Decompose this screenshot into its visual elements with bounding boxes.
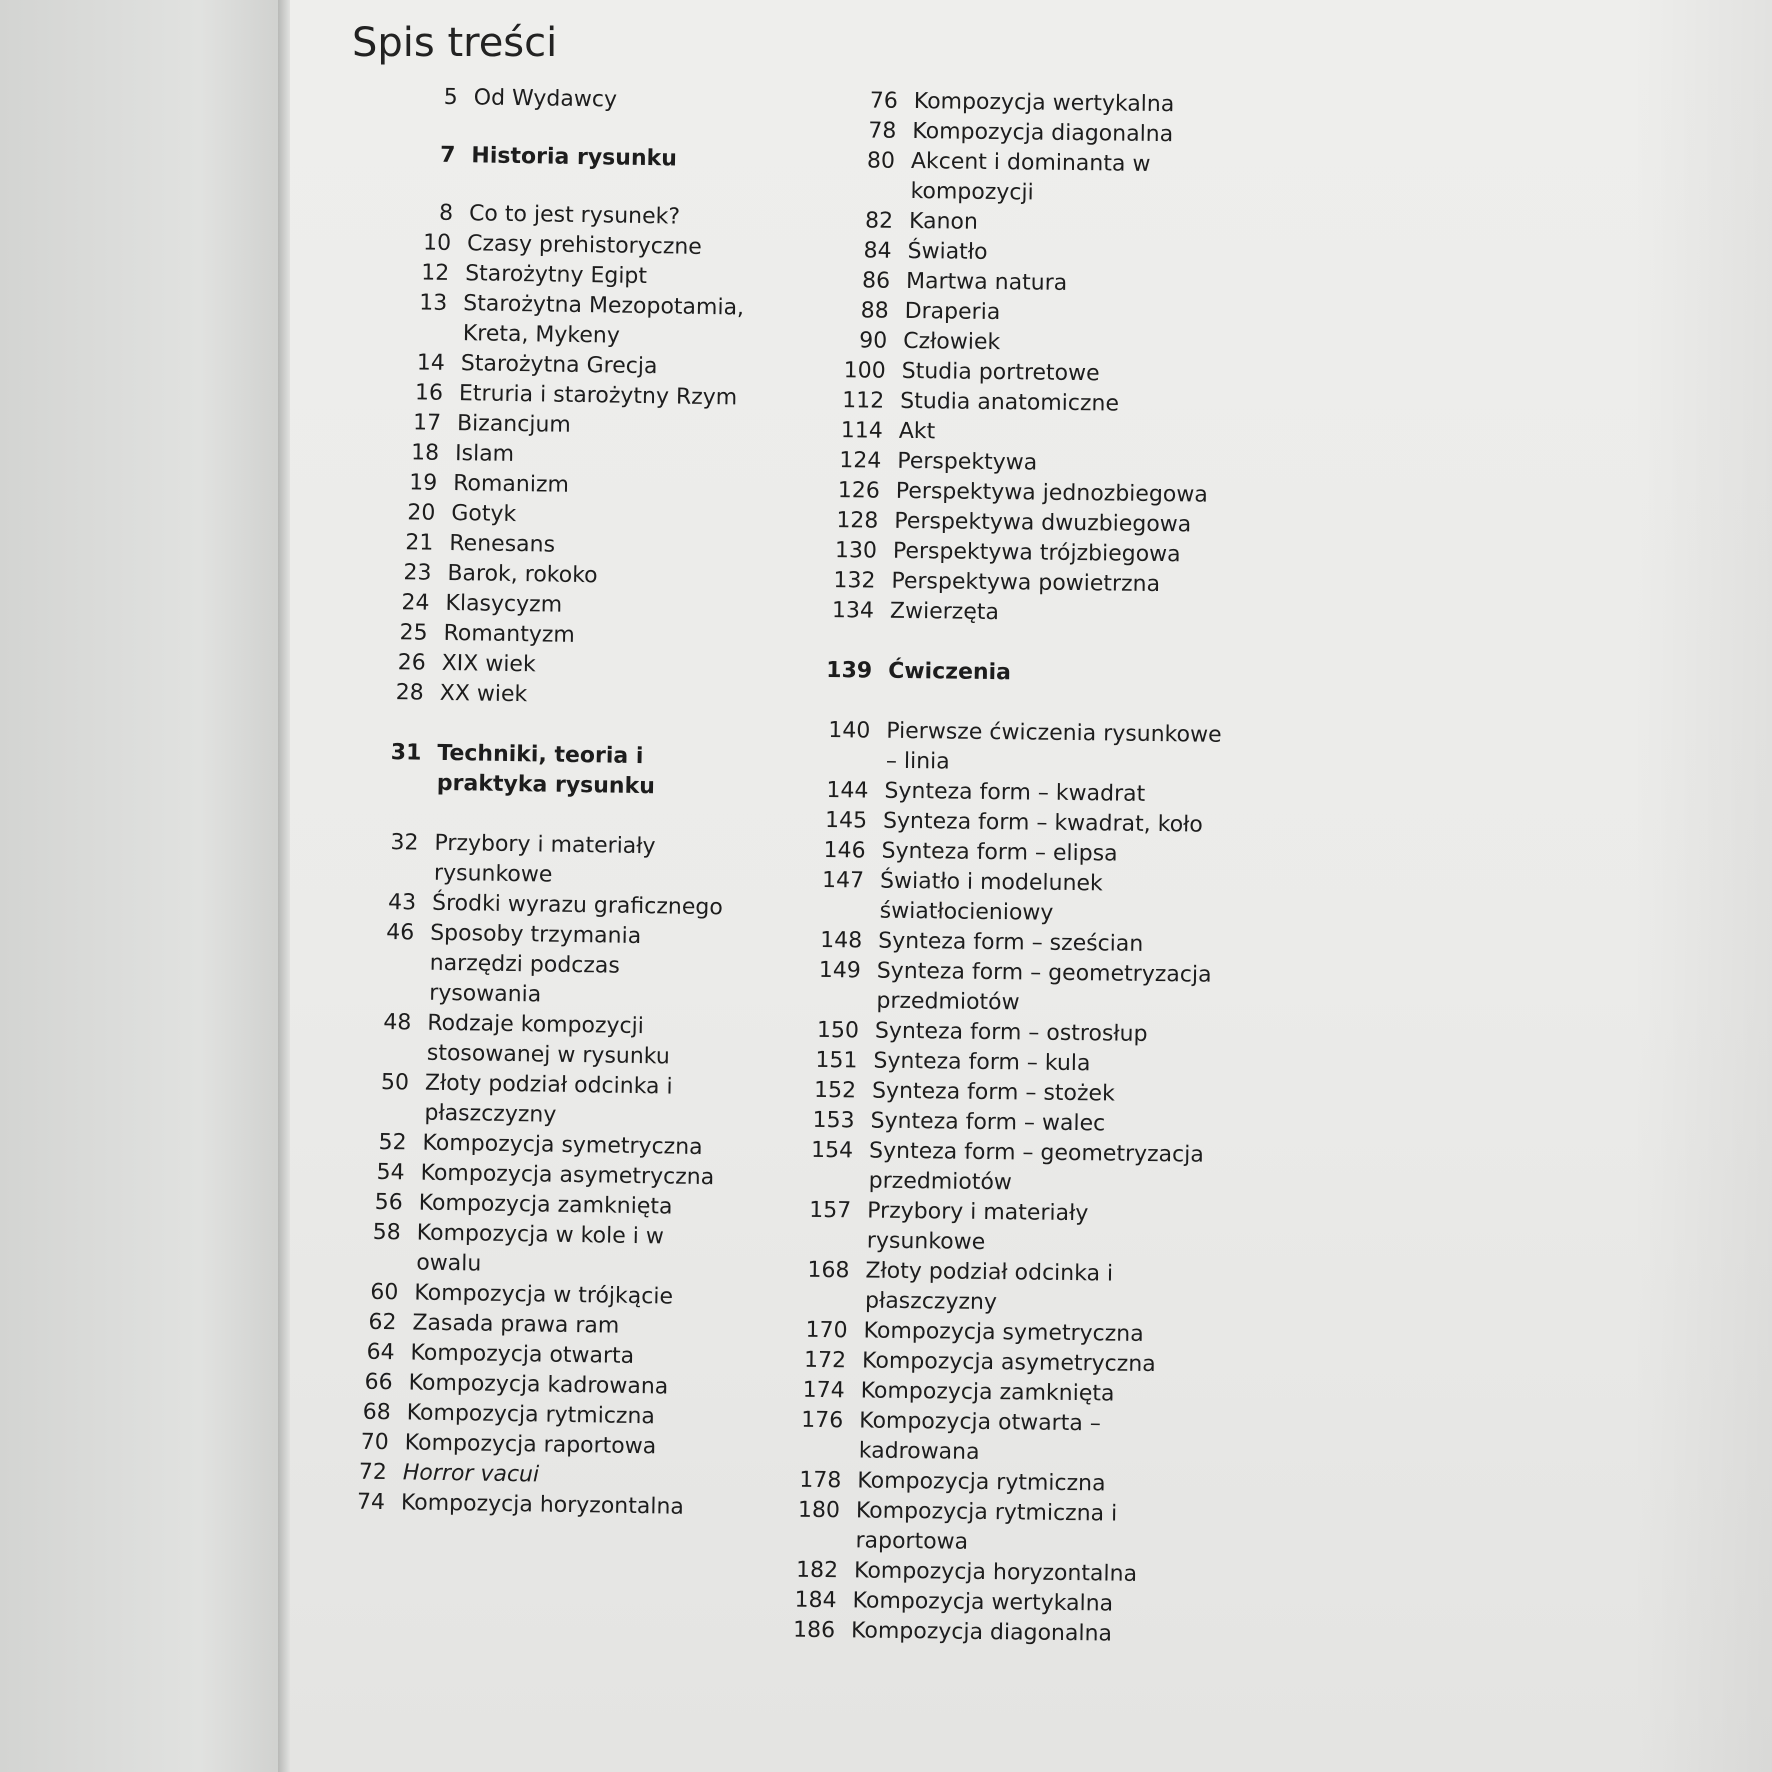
toc-entry-title: Kompozycja zamknięta [418, 1190, 673, 1220]
toc-entry [783, 1196, 1284, 1262]
toc-entry-title: Synteza form – sześcian [878, 928, 1144, 957]
toc-entry-title: Kompozycja zamknięta [860, 1378, 1115, 1407]
toc-page-number: 84 [863, 238, 892, 264]
toc-page-number: 186 [792, 1617, 836, 1644]
toc-entry-title: Człowiek [903, 328, 1001, 356]
toc-entry-title: Studia portretowe [901, 358, 1100, 387]
page-shadow [1632, 0, 1772, 1772]
toc-entry-title: Synteza form – kula [873, 1048, 1091, 1077]
toc-page-number: 62 [368, 1309, 397, 1336]
toc-entry-title: Kompozycja otwarta [410, 1340, 635, 1369]
toc-entry-title: Historia rysunku [471, 143, 678, 172]
toc-entry [796, 866, 1297, 932]
toc-page-number: 80 [866, 148, 896, 174]
toc-entry-title: Romantyzm [443, 620, 576, 648]
toc-page-number: 170 [805, 1317, 848, 1344]
toc-entry-title: Kanon [908, 208, 979, 235]
toc-entry-title: Horror vacui [402, 1460, 540, 1488]
toc-page-number: 70 [360, 1429, 389, 1456]
toc-entry-title: Synteza form – elipsa [881, 838, 1118, 867]
toc-entry-title: Kompozycja w trójkącie [414, 1280, 674, 1310]
toc-entry-title: Kompozycja otwarta – kadrowana [858, 1408, 1101, 1465]
toc-column-left [356, 82, 810, 1524]
toc-page-number: 10 [422, 230, 452, 256]
toc-entry-title: Draperia [904, 298, 1001, 326]
toc-entry-title: Kompozycja asymetryczna [420, 1160, 715, 1191]
left-page [0, 0, 285, 1772]
toc-entry-title: Przybory i materiały rysunkowe [433, 830, 656, 888]
toc-entry-title: Pierwsze ćwiczenia rysunkowe – linia [885, 718, 1222, 775]
toc-page-number: 147 [821, 867, 865, 894]
toc-page-number: 154 [810, 1137, 854, 1164]
toc-entry-title: Akcent i dominanta w kompozycji [910, 148, 1151, 206]
toc-entry-title: Synteza form – ostrosłup [874, 1018, 1148, 1047]
toc-entry-title: Bizancjum [456, 411, 571, 438]
toc-page-number: 86 [861, 268, 891, 294]
toc-entry [390, 82, 810, 119]
toc-page-number: 112 [842, 388, 885, 414]
toc-page-number: 146 [823, 837, 866, 864]
toc-page-number: 58 [372, 1219, 401, 1246]
toc-entry-title: Kompozycja raportowa [404, 1430, 657, 1460]
toc-page-number: 174 [802, 1377, 845, 1404]
toc-page-number: 178 [799, 1467, 842, 1494]
toc-page-number: 180 [797, 1497, 841, 1524]
toc-page-number: 68 [362, 1399, 391, 1426]
toc-entry-title: Przybory i materiały rysunkowe [866, 1198, 1089, 1255]
toc-entry [379, 288, 800, 355]
toc-page-number: 14 [416, 350, 446, 376]
toc-entry-title: Kompozycja kadrowana [408, 1370, 669, 1400]
toc-page-number: 128 [836, 508, 879, 534]
toc-entry-title: Kompozycja diagonalna [850, 1618, 1113, 1647]
toc-page-number: 148 [820, 927, 863, 954]
toc-entry-title: Kompozycja rytmiczna i raportowa [855, 1498, 1118, 1555]
toc-page-number: 19 [409, 470, 438, 496]
toc-entry-title: Kompozycja symetryczna [863, 1318, 1144, 1347]
toc-page-number: 72 [358, 1459, 388, 1486]
page-title: Spis treści [352, 20, 558, 66]
toc-entry-title: Kompozycja wertykalna [913, 89, 1175, 118]
toc-page-number: 64 [366, 1339, 395, 1366]
toc-entry-title: Ćwiczenia [888, 658, 1012, 686]
toc-page-number: 12 [421, 260, 450, 286]
toc-entry-title: Starożytny Egipt [465, 261, 648, 290]
toc-entry-title: Martwa natura [905, 268, 1068, 296]
toc-entry [826, 146, 1327, 212]
toc-entry-title: XIX wiek [441, 650, 536, 678]
toc-page-number: 151 [815, 1047, 858, 1074]
toc-page-number: 16 [414, 380, 444, 406]
toc-page-number: 82 [864, 208, 894, 234]
toc-page-number: 56 [374, 1189, 403, 1216]
toc-entry-title: XX wiek [439, 680, 528, 708]
toc-page-number: 60 [370, 1279, 399, 1306]
toc-page-number: 32 [390, 830, 419, 856]
toc-page-number: 52 [378, 1129, 407, 1156]
toc-entry-title: Od Wydawcy [473, 85, 618, 113]
toc-entry [771, 1495, 1272, 1561]
toc-entry [767, 1615, 1267, 1651]
toc-page-number: 140 [828, 718, 871, 744]
toc-entry-title: Synteza form – kwadrat [884, 778, 1146, 807]
toc-entry-title: Romanizm [453, 471, 570, 498]
toc-entry-title: Techniki, teoria i praktyka rysunku [436, 740, 656, 800]
toc-entry-title: Renesans [449, 530, 556, 558]
toc-entry-title: Synteza form – geometryzacja przedmiotów [868, 1138, 1204, 1196]
toc-entry-title: Czasy prehistoryczne [466, 231, 703, 260]
toc-page-number: 25 [399, 620, 428, 646]
toc-page-number: 126 [837, 478, 881, 504]
toc-entry-title: Perspektywa jednozbiegowa [895, 478, 1208, 508]
toc-entry-title: Kompozycja wertykalna [852, 1588, 1114, 1617]
toc-page-number: 168 [807, 1257, 850, 1284]
toc-page-number: 18 [410, 440, 440, 466]
toc-page-number: 23 [403, 560, 432, 586]
toc-page-number: 100 [843, 358, 886, 384]
toc-page-number: 43 [387, 890, 417, 916]
toc-page-number: 74 [356, 1489, 386, 1516]
toc-page-number: 149 [818, 957, 861, 984]
toc-page-number: 20 [407, 500, 436, 526]
toc-entry [340, 1067, 761, 1134]
toc-page-number: 78 [868, 118, 897, 144]
toc-entry [353, 738, 774, 805]
toc-entry [317, 1487, 737, 1524]
toc-entry-title: Perspektywa dwuzbiegowa [894, 508, 1192, 538]
toc-entry-title: Rodzaje kompozycji stosowanej w rysunku [426, 1010, 670, 1070]
toc-page-number: 5 [443, 84, 458, 111]
toc-entry-title: Akt [898, 418, 936, 445]
toc-entry-title: Perspektywa powietrzna [891, 568, 1161, 598]
toc-entry-title: Kompozycja horyzontalna [853, 1558, 1138, 1587]
toc-entry [781, 1255, 1282, 1321]
toc-page-number: 145 [824, 807, 868, 834]
toc-page-number: 176 [801, 1407, 844, 1434]
toc-entry-title: Studia anatomiczne [900, 388, 1120, 417]
toc-entry [806, 596, 1306, 632]
toc-page-number: 139 [826, 657, 873, 684]
toc-page-number: 66 [364, 1369, 393, 1396]
toc-page-number: 152 [813, 1077, 857, 1104]
toc-entry-title: Kompozycja rytmiczna [406, 1400, 656, 1430]
toc-page [290, 0, 1772, 1772]
toc-entry-title: Sposoby trzymania narzędzi podczas rysowania [429, 920, 642, 1008]
toc-entry-title: Starożytna Grecja [460, 351, 658, 380]
toc-page-number: 8 [438, 200, 454, 227]
toc-entry-title: Kompozycja asymetryczna [861, 1348, 1156, 1378]
toc-entry-title: Światło i modelunek światłocieniowy [879, 868, 1103, 926]
toc-entry-title: Barok, rokoko [447, 560, 598, 589]
toc-page-number: 90 [859, 328, 888, 354]
toc-entry-title: Kompozycja w kole i w owalu [416, 1220, 664, 1277]
toc-page-number: 54 [376, 1159, 405, 1186]
toc-entry-title: Co to jest rysunek? [468, 201, 681, 230]
toc-entry [802, 716, 1303, 782]
toc-page-number: 13 [419, 290, 448, 316]
toc-entry [356, 678, 776, 715]
toc-entry-title: Światło [907, 238, 988, 265]
toc-page-number: 130 [834, 538, 878, 564]
toc-page-number: 124 [839, 448, 882, 474]
toc-entry-title: Złoty podział odcinka i płaszczyzny [424, 1070, 673, 1128]
toc-entry [804, 656, 1304, 692]
toc-entry-title: Kompozycja symetryczna [422, 1130, 703, 1161]
toc-entry [775, 1405, 1276, 1471]
toc-entry-title: Etruria i starożytny Rzym [458, 381, 738, 411]
toc-entry [387, 140, 807, 177]
toc-entry [350, 827, 771, 894]
toc-page-number: 144 [826, 778, 869, 804]
toc-page-number: 157 [809, 1197, 852, 1224]
toc-entry-title: Kompozycja horyzontalna [400, 1490, 685, 1520]
toc-page-number: 150 [816, 1017, 860, 1044]
toc-page-number: 31 [390, 740, 422, 766]
toc-page-number: 114 [840, 418, 883, 444]
toc-entry-title: Zasada prawa ram [412, 1310, 620, 1339]
toc-page-number: 48 [383, 1010, 412, 1036]
toc-page-number: 76 [869, 88, 898, 114]
toc-page-number: 88 [860, 298, 889, 324]
toc-entry-title: Zwierzęta [889, 598, 1000, 626]
toc-page-number: 184 [794, 1587, 837, 1614]
toc-entry [343, 1007, 764, 1074]
toc-entry [785, 1136, 1286, 1202]
toc-entry-title: Synteza form – geometryzacja przedmiotów [876, 958, 1212, 1016]
toc-entry-title: Kompozycja diagonalna [912, 119, 1174, 148]
toc-entry-title: Synteza form – walec [870, 1108, 1106, 1137]
toc-page-number: 7 [439, 142, 456, 169]
toc-page-number: 172 [803, 1347, 847, 1374]
toc-entry-title: Kompozycja rytmiczna [857, 1468, 1106, 1497]
toc-entry [332, 1217, 753, 1284]
toc-page-number: 28 [395, 680, 424, 706]
toc-entry-title: Złoty podział odcinka i płaszczyzny [864, 1258, 1114, 1316]
toc-page-number: 134 [831, 598, 875, 624]
toc-entry [345, 917, 766, 1014]
toc-column-right [792, 86, 1330, 1652]
toc-entry-title: Gotyk [451, 501, 517, 528]
toc-entry-title: Środki wyrazu graficznego [431, 890, 723, 921]
toc-page-number: 50 [380, 1069, 410, 1096]
toc-entry-title: Synteza form – kwadrat, koło [882, 808, 1203, 838]
toc-page-number: 17 [412, 410, 442, 436]
toc-page-number: 24 [401, 590, 430, 616]
toc-page-number: 46 [386, 920, 415, 946]
toc-entry-title: Islam [454, 441, 515, 467]
toc-entry-title: Starożytna Mezopotamia, Kreta, Mykeny [462, 291, 745, 349]
toc-page-number: 182 [795, 1557, 839, 1584]
toc-page-number: 132 [833, 568, 876, 594]
toc-page-number: 21 [405, 530, 434, 556]
toc-page-number: 153 [812, 1107, 855, 1134]
toc-entry-title: Synteza form – stożek [871, 1078, 1115, 1107]
toc-entry-title: Perspektywa trójzbiegowa [892, 538, 1181, 568]
toc-entry-title: Perspektywa [897, 448, 1038, 476]
toc-entry-title: Klasycyzm [445, 590, 563, 618]
toc-entry [792, 956, 1293, 1022]
toc-page-number: 26 [397, 650, 426, 676]
